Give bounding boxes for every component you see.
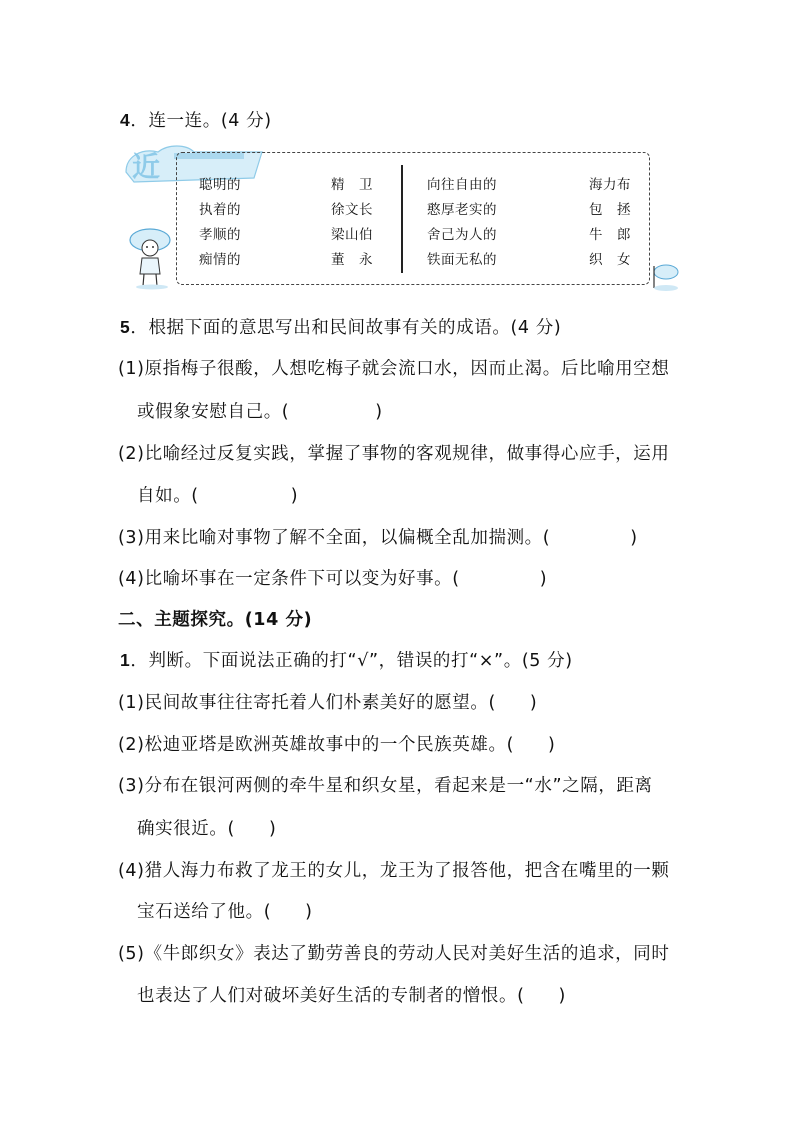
match-right-2: 憨厚老实的 <box>427 202 497 218</box>
matching-divider <box>401 165 403 273</box>
q4-number: 4 <box>120 110 131 130</box>
q1-item-5-line-2: 也表达了人们对破坏美好生活的专制者的憎恨。( ) <box>137 986 566 1006</box>
q5-number: 5 <box>120 317 131 337</box>
q5-heading <box>120 314 561 339</box>
q1-item-4-line-2: 宝石送给了他。( ) <box>137 902 313 922</box>
q1-item-3-line-2: 确实很近。( ) <box>137 819 277 839</box>
match-right-4: 铁面无私的 <box>427 252 497 268</box>
q1-number: 1 <box>120 650 131 670</box>
q1-text: ．判断。下面说法正确的打“√”，错误的打“×”。(5 分) <box>130 651 573 671</box>
q4-text: ．连一连。(4 分) <box>130 111 272 131</box>
match-left-1: 聪明的 <box>199 177 241 193</box>
match-mid-3: 梁山伯 <box>331 227 373 243</box>
q1-item-3-line-1: (3)分布在银河两侧的牵牛星和织女星，看起来是一“水”之隔，距离 <box>118 776 653 796</box>
match-mid-1: 精 卫 <box>331 177 373 193</box>
q5-item-1-line-2: 或假象安慰自己。( ) <box>137 402 383 422</box>
q5-text: ．根据下面的意思写出和民间故事有关的成语。(4 分) <box>130 318 562 338</box>
q5-item-2-line-2: 自如。( ) <box>137 486 299 506</box>
q5-item-2-line-1: (2)比喻经过反复实践，掌握了事物的客观规律，做事得心应手，运用 <box>118 444 670 464</box>
match-far-2: 包 拯 <box>589 202 631 218</box>
corner-figure-icon <box>648 262 680 292</box>
svg-text:近: 近 <box>132 150 161 183</box>
matching-box <box>176 152 650 285</box>
match-right-3: 舍己为人的 <box>427 227 497 243</box>
q5-item-4: (4)比喻坏事在一定条件下可以变为好事。( ) <box>118 569 548 589</box>
match-right-1: 向往自由的 <box>427 177 497 193</box>
match-far-1: 海力布 <box>589 177 631 193</box>
q1-item-5-line-1: (5)《牛郎织女》表达了勤劳善良的劳动人民对美好生活的追求，同时 <box>118 944 670 964</box>
match-left-4: 痴情的 <box>199 252 241 268</box>
girl-with-umbrella-icon <box>128 226 176 290</box>
q5-item-3: (3)用来比喻对事物了解不全面，以偏概全乱加揣测。( ) <box>118 528 638 548</box>
q1-item-4-line-1: (4)猎人海力布救了龙王的女儿，龙王为了报答他，把含在嘴里的一颗 <box>118 861 670 881</box>
section-2-title: 二、主题探究。(14 分) <box>118 610 313 630</box>
q4-heading <box>120 107 272 132</box>
q5-item-1-line-1: (1)原指梅子很酸，人想吃梅子就会流口水，因而止渴。后比喻用空想 <box>118 359 670 379</box>
match-far-4: 织 女 <box>589 252 631 268</box>
q1-item-2: (2)松迪亚塔是欧洲英雄故事中的一个民族英雄。( ) <box>118 735 556 755</box>
match-left-3: 孝顺的 <box>199 227 241 243</box>
q1-item-1: (1)民间故事往往寄托着人们朴素美好的愿望。( ) <box>118 693 538 713</box>
q1-heading <box>120 647 573 672</box>
match-mid-4: 董 永 <box>331 252 373 268</box>
match-mid-2: 徐文长 <box>331 202 373 218</box>
match-left-2: 执着的 <box>199 202 241 218</box>
match-far-3: 牛 郎 <box>589 227 631 243</box>
